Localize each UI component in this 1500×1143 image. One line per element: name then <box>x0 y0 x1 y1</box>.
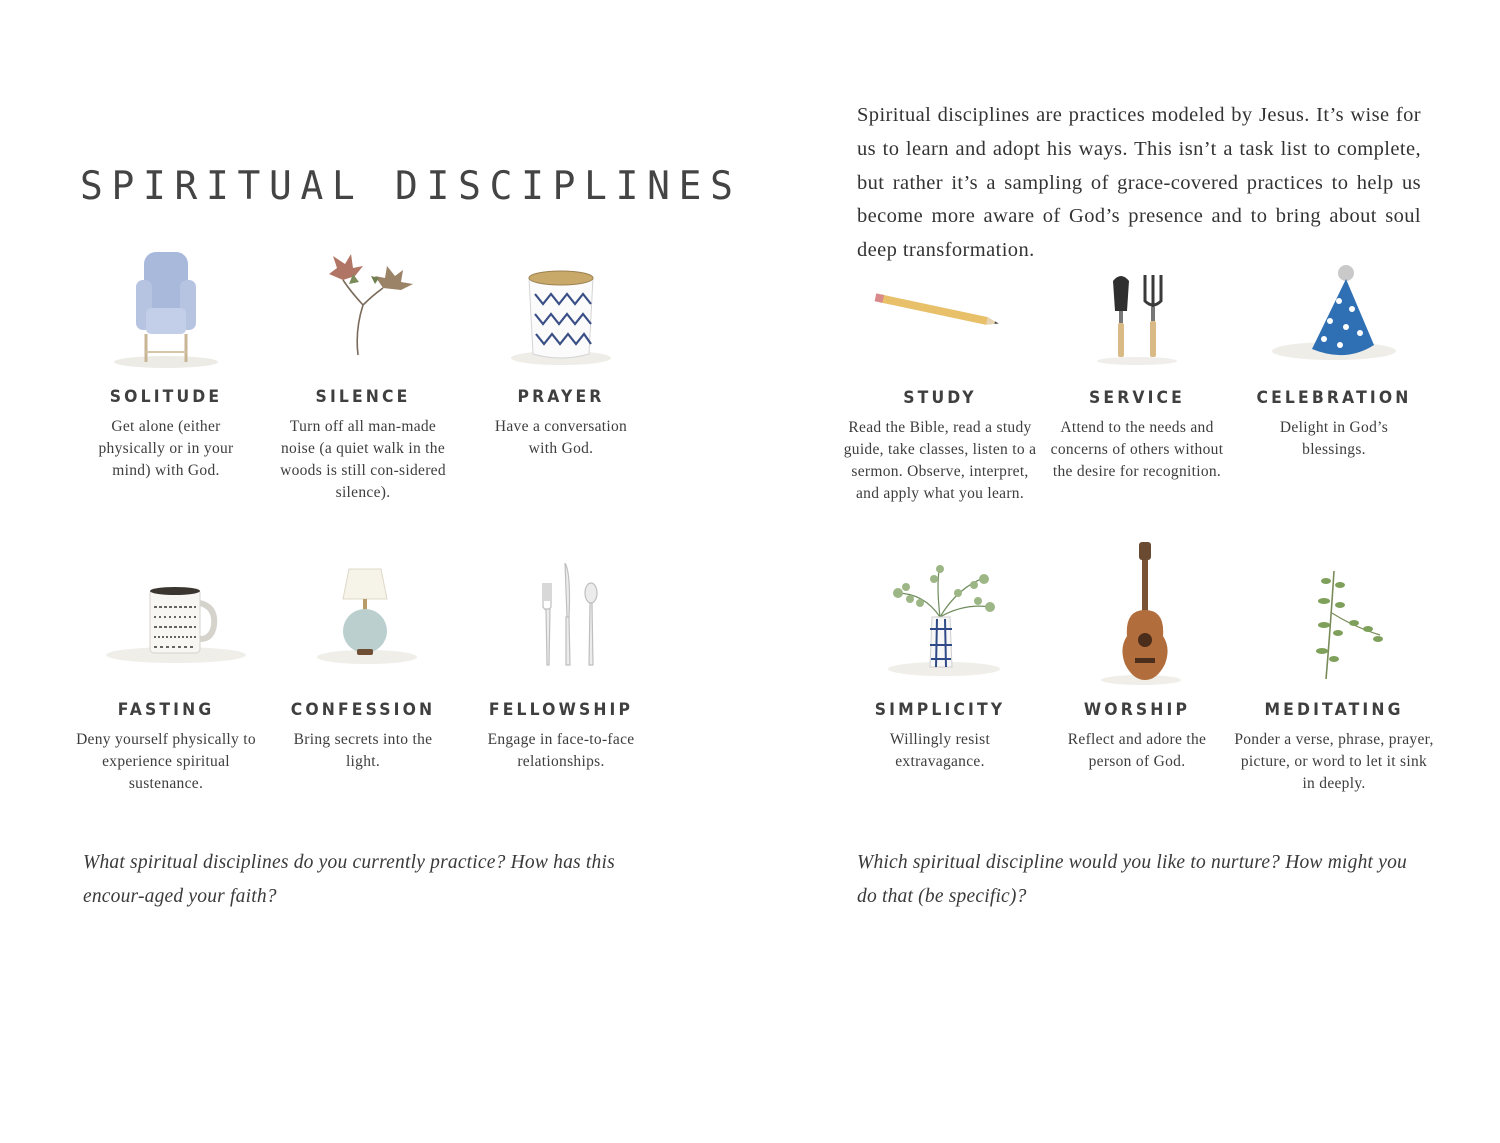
pencil-icon <box>840 251 1040 381</box>
discipline-name: SIMPLICITY <box>874 700 1006 720</box>
discipline-description: Have a conversation with God. <box>494 418 628 457</box>
sprig-icon <box>1234 563 1434 693</box>
discipline-name: WORSHIP <box>1083 700 1191 720</box>
discipline-description: Attend to the needs and concerns of others without the desire for recognition. <box>1050 419 1224 480</box>
discipline-description: Deny yourself physically to experience spiritual sustenance. <box>76 731 256 792</box>
discipline-description: Read the Bible, read a study guide, take classes, listen to a sermon. Observe, interpret, and apply what you learn. <box>843 419 1037 502</box>
garden-tools-icon <box>1037 251 1237 381</box>
discipline-silence <box>263 250 463 504</box>
discipline-meditating <box>1234 563 1434 795</box>
discipline-study <box>840 251 1040 505</box>
discipline-description: Ponder a verse, phrase, prayer, picture, or word to let it sink in deeply. <box>1234 731 1434 792</box>
lamp-icon <box>263 563 463 693</box>
reflection-question-left: What spiritual disciplines do you currently practice? How has this encour-aged your faith? <box>83 852 615 907</box>
cup-icon <box>461 250 661 380</box>
armchair-icon <box>66 250 266 380</box>
discipline-description: Get alone (either physically or in your mind) with God. <box>98 418 234 479</box>
party-hat-icon <box>1234 251 1434 381</box>
discipline-description: Bring secrets into the light. <box>293 731 433 770</box>
discipline-description: Willingly resist extravagance. <box>889 731 991 770</box>
discipline-name: PRAYER <box>517 387 605 407</box>
discipline-description: Delight in God’s blessings. <box>1279 419 1389 458</box>
leaves-icon <box>263 250 463 380</box>
discipline-name: CONFESSION <box>290 700 436 720</box>
reflection-question-right: Which spiritual discipline would you like to nurture? How might you do that (be specific)? <box>857 852 1407 907</box>
discipline-name: MEDITATING <box>1264 700 1404 720</box>
intro-paragraph: Spiritual disciplines are practices modeled by Jesus. It’s wise for us to learn and adopt his ways. This isn’t a task list to complete, but rather it’s a sampling of grace-covered practices to help us become more aware of God’s presence and to bring about soul deep transformation. <box>857 104 1421 262</box>
discipline-confession <box>263 563 463 773</box>
mug-icon <box>66 563 266 693</box>
discipline-name: SOLITUDE <box>109 387 223 407</box>
discipline-name: FASTING <box>117 700 215 720</box>
discipline-fellowship <box>461 563 661 773</box>
discipline-simplicity <box>840 563 1040 773</box>
discipline-description: Turn off all man-made noise (a quiet walk in the woods is still con-sidered silence). <box>280 418 446 501</box>
page-title: SPIRITUAL DISCIPLINES <box>80 164 742 210</box>
discipline-service <box>1037 251 1237 483</box>
discipline-celebration <box>1234 251 1434 461</box>
discipline-description: Engage in face-to-face relationships. <box>487 731 635 770</box>
discipline-solitude <box>66 250 266 482</box>
discipline-prayer <box>461 250 661 460</box>
discipline-worship <box>1037 540 1237 773</box>
discipline-name: SILENCE <box>315 387 411 407</box>
discipline-description: Reflect and adore the person of God. <box>1067 731 1207 770</box>
cutlery-icon <box>461 563 661 693</box>
discipline-name: STUDY <box>903 388 977 408</box>
ukulele-icon <box>1037 540 1237 693</box>
discipline-name: SERVICE <box>1089 388 1185 408</box>
discipline-name: CELEBRATION <box>1256 388 1412 408</box>
discipline-fasting <box>66 563 266 795</box>
discipline-name: FELLOWSHIP <box>488 700 634 720</box>
vase-icon <box>840 563 1040 693</box>
